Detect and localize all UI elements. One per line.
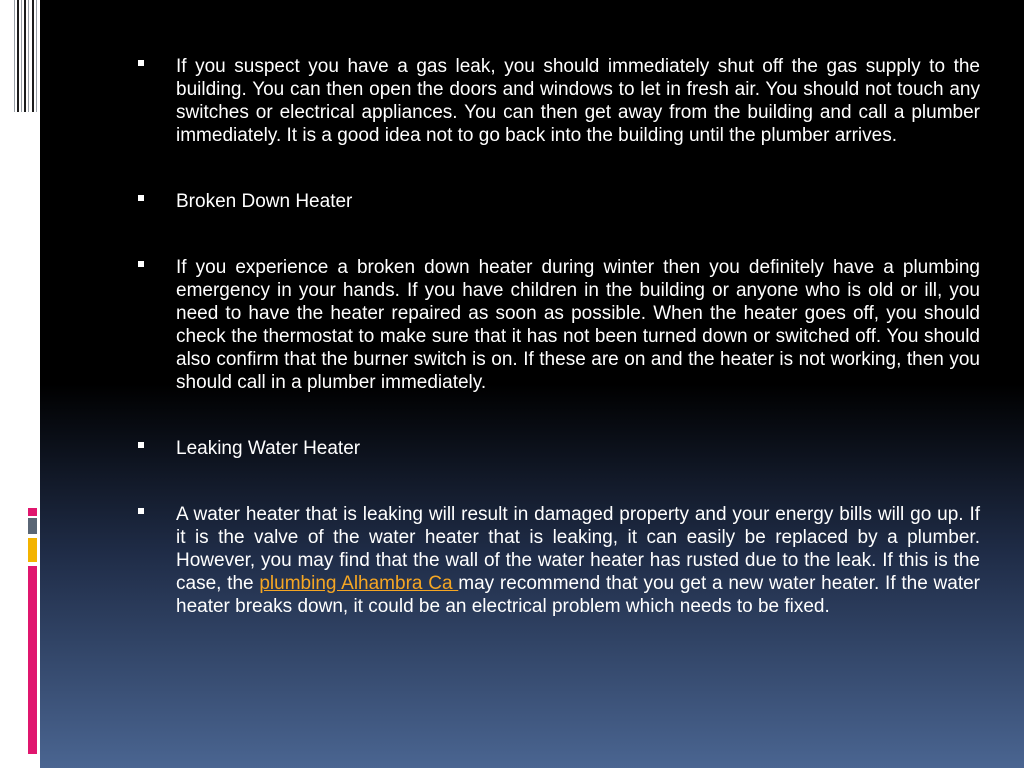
list-item-water-heater-details (138, 503, 980, 618)
accent-slate-block (28, 518, 37, 534)
accent-pink-block (28, 508, 37, 516)
square-bullet-icon (138, 508, 144, 514)
list-item-leaking-water-heater (138, 437, 980, 460)
square-bullet-icon (138, 60, 144, 66)
bullet-text: If you experience a broken down heater during winter then you definitely have a plumbing emergency in your hands. If you have children in the building or anyone who is old or ill, you need to have the heater repaired as soon as possible. When the heater goes off, you should check the thermostat to make sure that it has not been turned down or switched off. You should also confirm that the burner switch is on. If these are on and the heater is not working, then you should call in a plumber immediately. (176, 257, 980, 393)
square-bullet-icon (138, 442, 144, 448)
list-item-broken-down-heater (138, 190, 980, 213)
left-decorative-panel (0, 0, 40, 768)
text-after-link: may recommend that you get a new water heater. If the water heater breaks down, it could be an electrical problem which needs to be fixed. (176, 573, 980, 617)
square-bullet-icon (138, 195, 144, 201)
plumbing-alhambra-link[interactable]: plumbing Alhambra Ca (259, 573, 459, 594)
bullet-heading: Broken Down Heater (176, 191, 353, 212)
text-before-link: A water heater that is leaking will result in damaged property and your energy bills will go up. If it is the valve of the water heater that is leaking, it can easily be replaced by a plumber. However, you may find that the wall of the water heater has rusted due to the leak. If this is the case, the (176, 504, 980, 594)
accent-pink-bar (28, 566, 37, 754)
list-item-gas-leak (138, 55, 980, 147)
bullet-heading: Leaking Water Heater (176, 438, 361, 459)
bullet-text (176, 503, 980, 618)
color-accent-strip (28, 0, 37, 768)
bullet-list (138, 55, 980, 618)
accent-gold-block (28, 538, 37, 562)
bullet-text: If you suspect you have a gas leak, you should immediately shut off the gas supply to the building. You can then open the doors and windows to let in fresh air. You should not touch any switches or electrical appliances. You can then get away from the building and call a plumber immediately. It is a good idea not to go back into the building until the plumber arrives. (176, 56, 980, 146)
square-bullet-icon (138, 261, 144, 267)
list-item-heater-details (138, 256, 980, 394)
